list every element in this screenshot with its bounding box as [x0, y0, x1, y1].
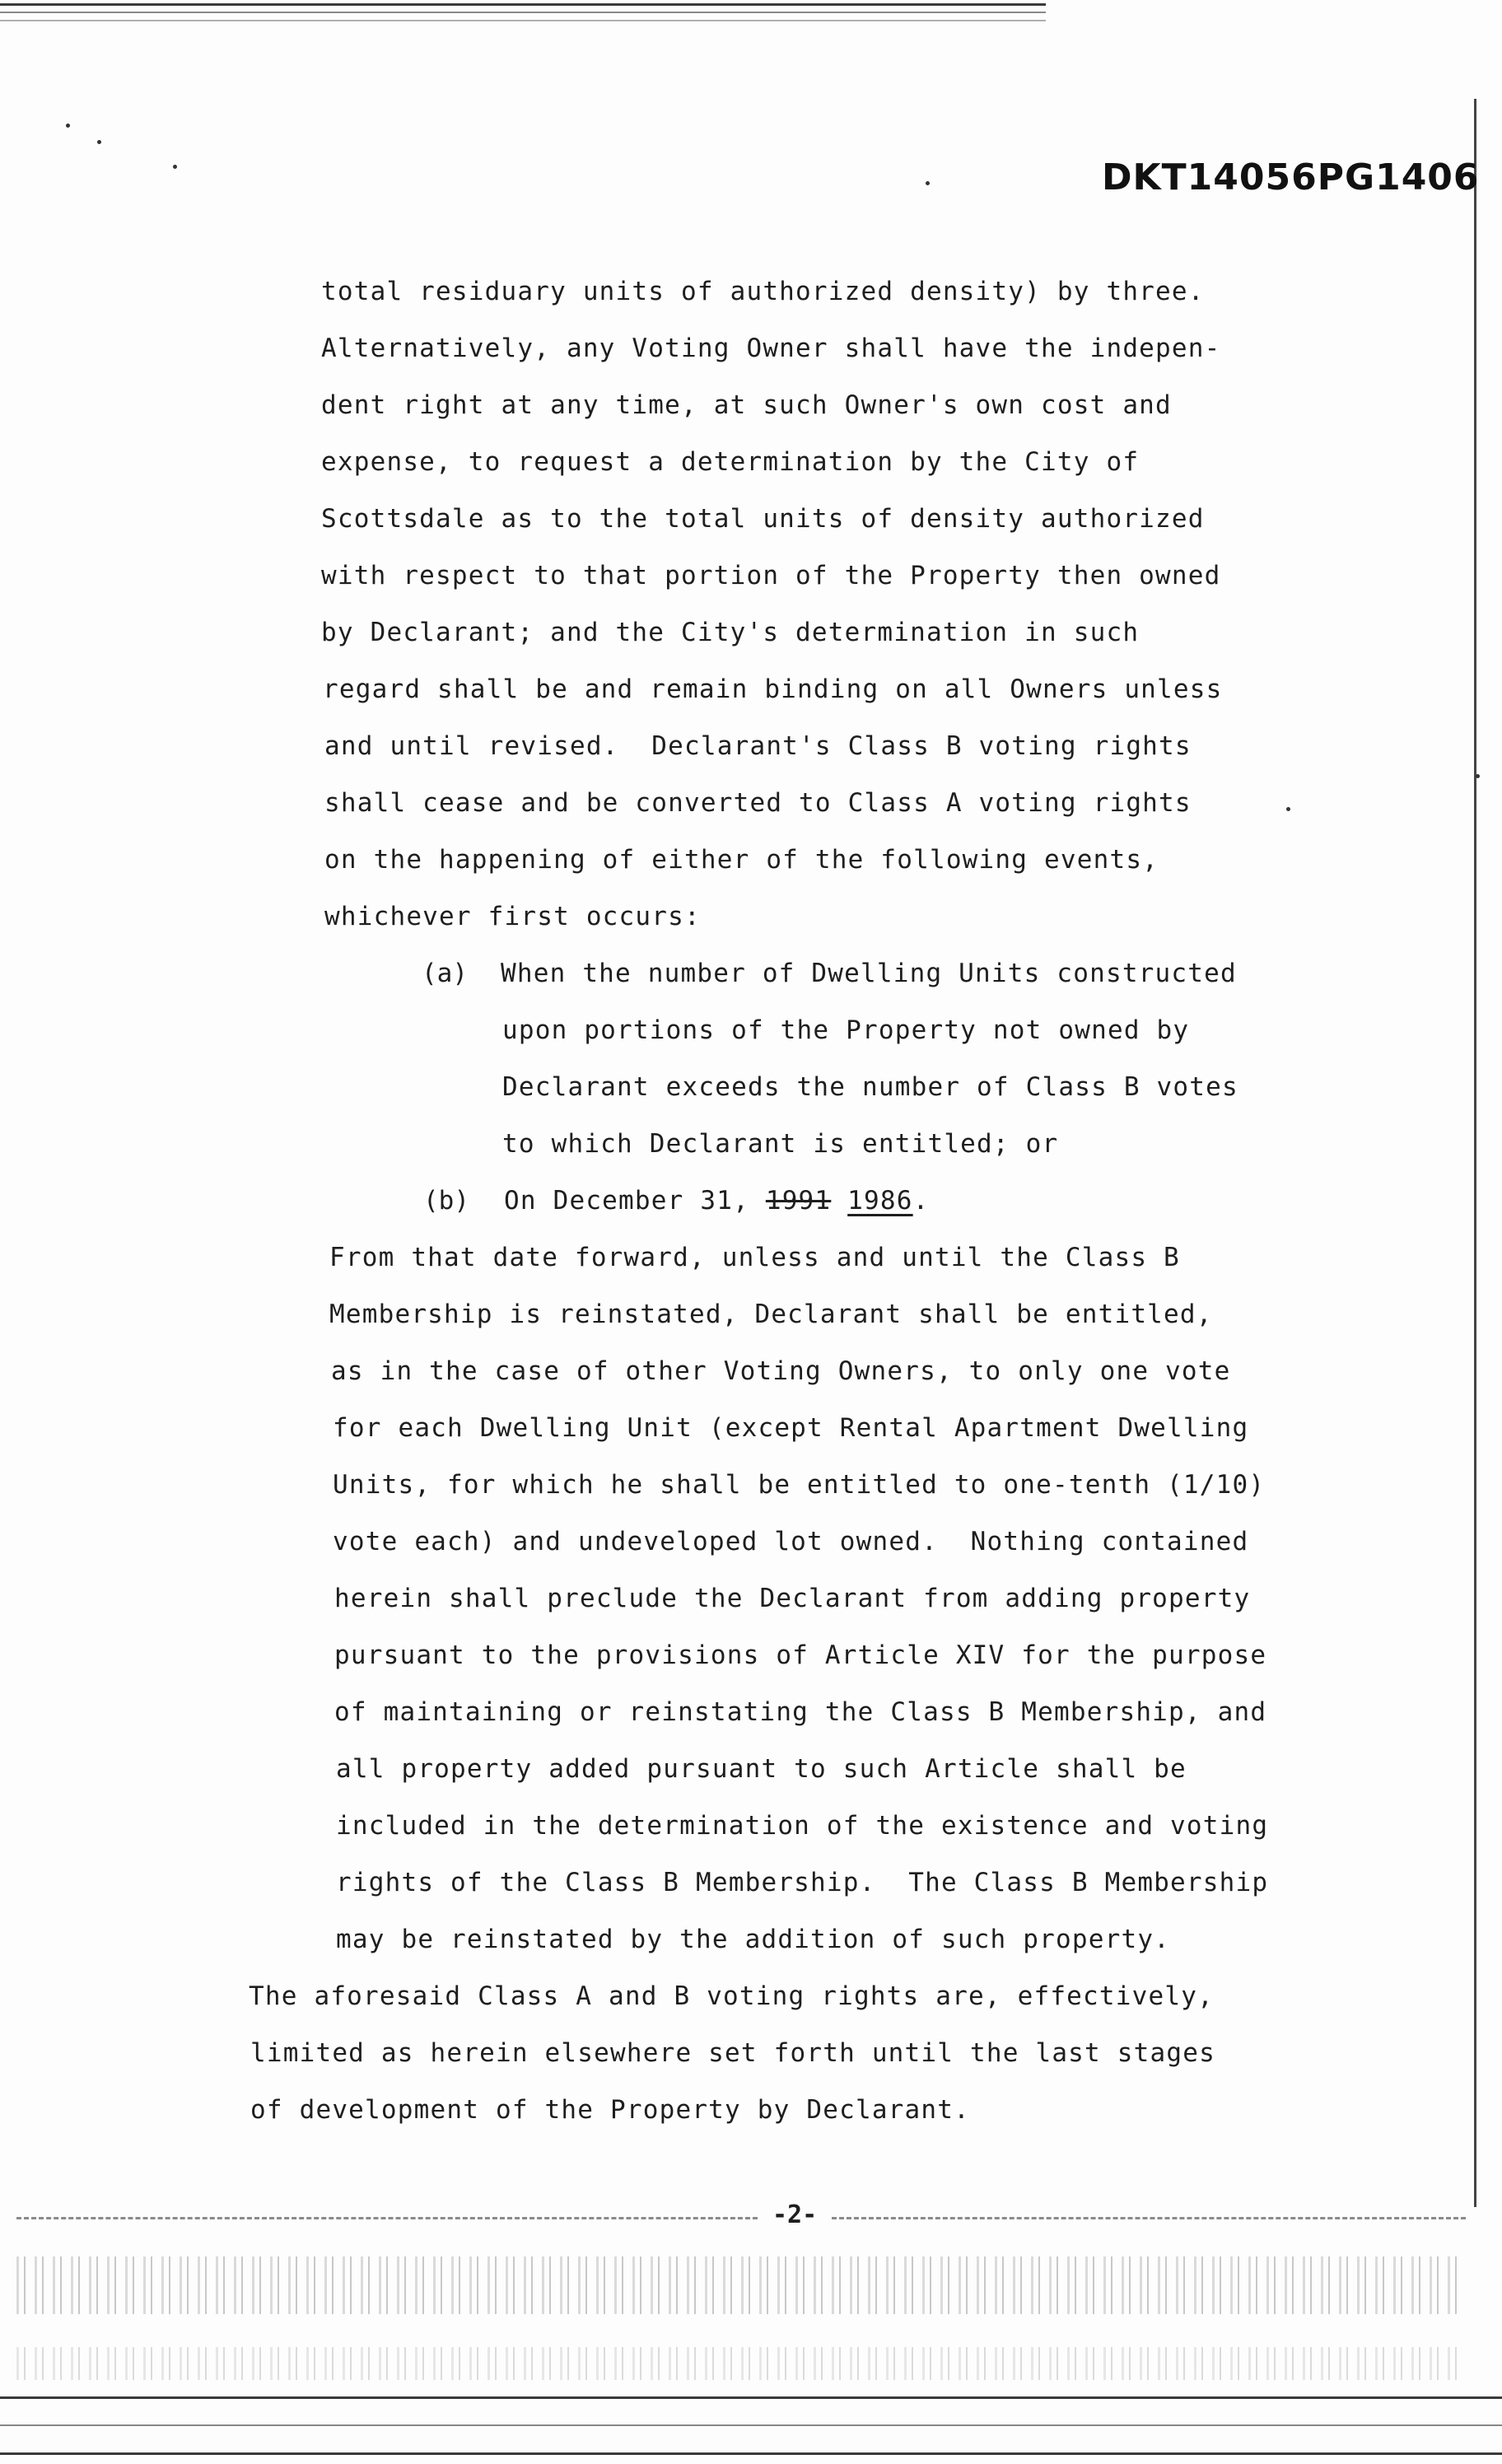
text-line: From that date forward, unless and until the Class B	[329, 1243, 1180, 1272]
scan-speck	[173, 165, 177, 169]
scan-speck	[1476, 774, 1480, 778]
text-line: rights of the Class B Membership. The Class B Membership	[336, 1868, 1269, 1897]
docket-page-stamp: DKT14056PG1406	[1102, 156, 1480, 198]
bottom-scan-rule-3	[0, 2452, 1502, 2455]
text-line: Membership is reinstated, Declarant shall be entitled,	[329, 1300, 1213, 1329]
scan-noise-band	[16, 2256, 1466, 2314]
text-line: herein shall preclude the Declarant from adding property	[334, 1584, 1251, 1613]
text-line: dent right at any time, at such Owner's own cost and	[321, 390, 1172, 420]
item-b-prefix: On December 31,	[504, 1186, 766, 1216]
page-number: -2-	[772, 2200, 818, 2229]
text-line: Units, for which he shall be entitled to one-tenth (1/10)	[333, 1470, 1266, 1500]
text-line: and until revised. Declarant's Class B voting rights	[324, 731, 1192, 761]
text-line: with respect to that portion of the Property then owned	[321, 561, 1221, 590]
text-line: When the number of Dwelling Units constructed	[501, 959, 1237, 988]
text-line: expense, to request a determination by the City of	[321, 447, 1140, 477]
text-line: Scottsdale as to the total units of density authorized	[321, 504, 1205, 534]
text-line: vote each) and undeveloped lot owned. Nothing contained	[333, 1527, 1249, 1556]
right-margin-edge	[1474, 99, 1476, 2207]
text-line: all property added pursuant to such Article shall be	[336, 1754, 1187, 1784]
text-line: upon portions of the Property not owned by	[502, 1015, 1190, 1045]
top-scan-rule-2	[0, 12, 1046, 13]
text-line: as in the case of other Voting Owners, to only one vote	[331, 1356, 1231, 1386]
text-line: may be reinstated by the addition of such property.	[336, 1925, 1171, 1954]
text-line: by Declarant; and the City's determination in such	[321, 618, 1140, 647]
footer-dashed-rule	[16, 2217, 758, 2219]
footer-dashed-rule-right	[832, 2217, 1466, 2219]
item-b-suffix: .	[912, 1186, 930, 1216]
text-line: to which Declarant is entitled; or	[502, 1129, 1059, 1159]
text-line: whichever first occurs:	[324, 902, 701, 931]
scan-speck	[1286, 807, 1290, 811]
scan-speck	[926, 181, 930, 185]
text-line: limited as herein elsewhere set forth until the last stages	[250, 2038, 1215, 2068]
item-b-text	[504, 1186, 930, 1216]
top-scan-rule-3	[0, 20, 1046, 21]
scan-speck	[66, 124, 70, 128]
struck-year: 1991	[765, 1186, 832, 1216]
text-line: The aforesaid Class A and B voting rights are, effectively,	[249, 1981, 1214, 2011]
item-label-a: (a)	[422, 959, 468, 988]
scan-speck	[97, 140, 101, 144]
bottom-scan-rule	[0, 2396, 1502, 2399]
text-line: pursuant to the provisions of Article XIV for the purpose	[334, 1640, 1267, 1670]
bottom-scan-rule-2	[0, 2424, 1502, 2426]
text-line: of development of the Property by Declarant.	[250, 2095, 970, 2125]
text-line: shall cease and be converted to Class A voting rights	[324, 788, 1192, 818]
item-label-b: (b)	[423, 1186, 469, 1216]
inserted-year: 1986	[847, 1186, 913, 1216]
text-line: of maintaining or reinstating the Class B Membership, and	[334, 1697, 1267, 1727]
text-line: Declarant exceeds the number of Class B votes	[502, 1072, 1238, 1102]
text-line: total residuary units of authorized density) by three.	[321, 277, 1205, 306]
top-scan-rule	[0, 3, 1046, 6]
text-line: Alternatively, any Voting Owner shall have the indepen-	[321, 334, 1221, 363]
scan-noise-band	[16, 2347, 1466, 2380]
text-line: included in the determination of the existence and voting	[336, 1811, 1269, 1841]
text-line: on the happening of either of the following events,	[324, 845, 1159, 875]
text-line: for each Dwelling Unit (except Rental Apartment Dwelling	[333, 1413, 1249, 1443]
text-line: regard shall be and remain binding on all Owners unless	[323, 674, 1223, 704]
